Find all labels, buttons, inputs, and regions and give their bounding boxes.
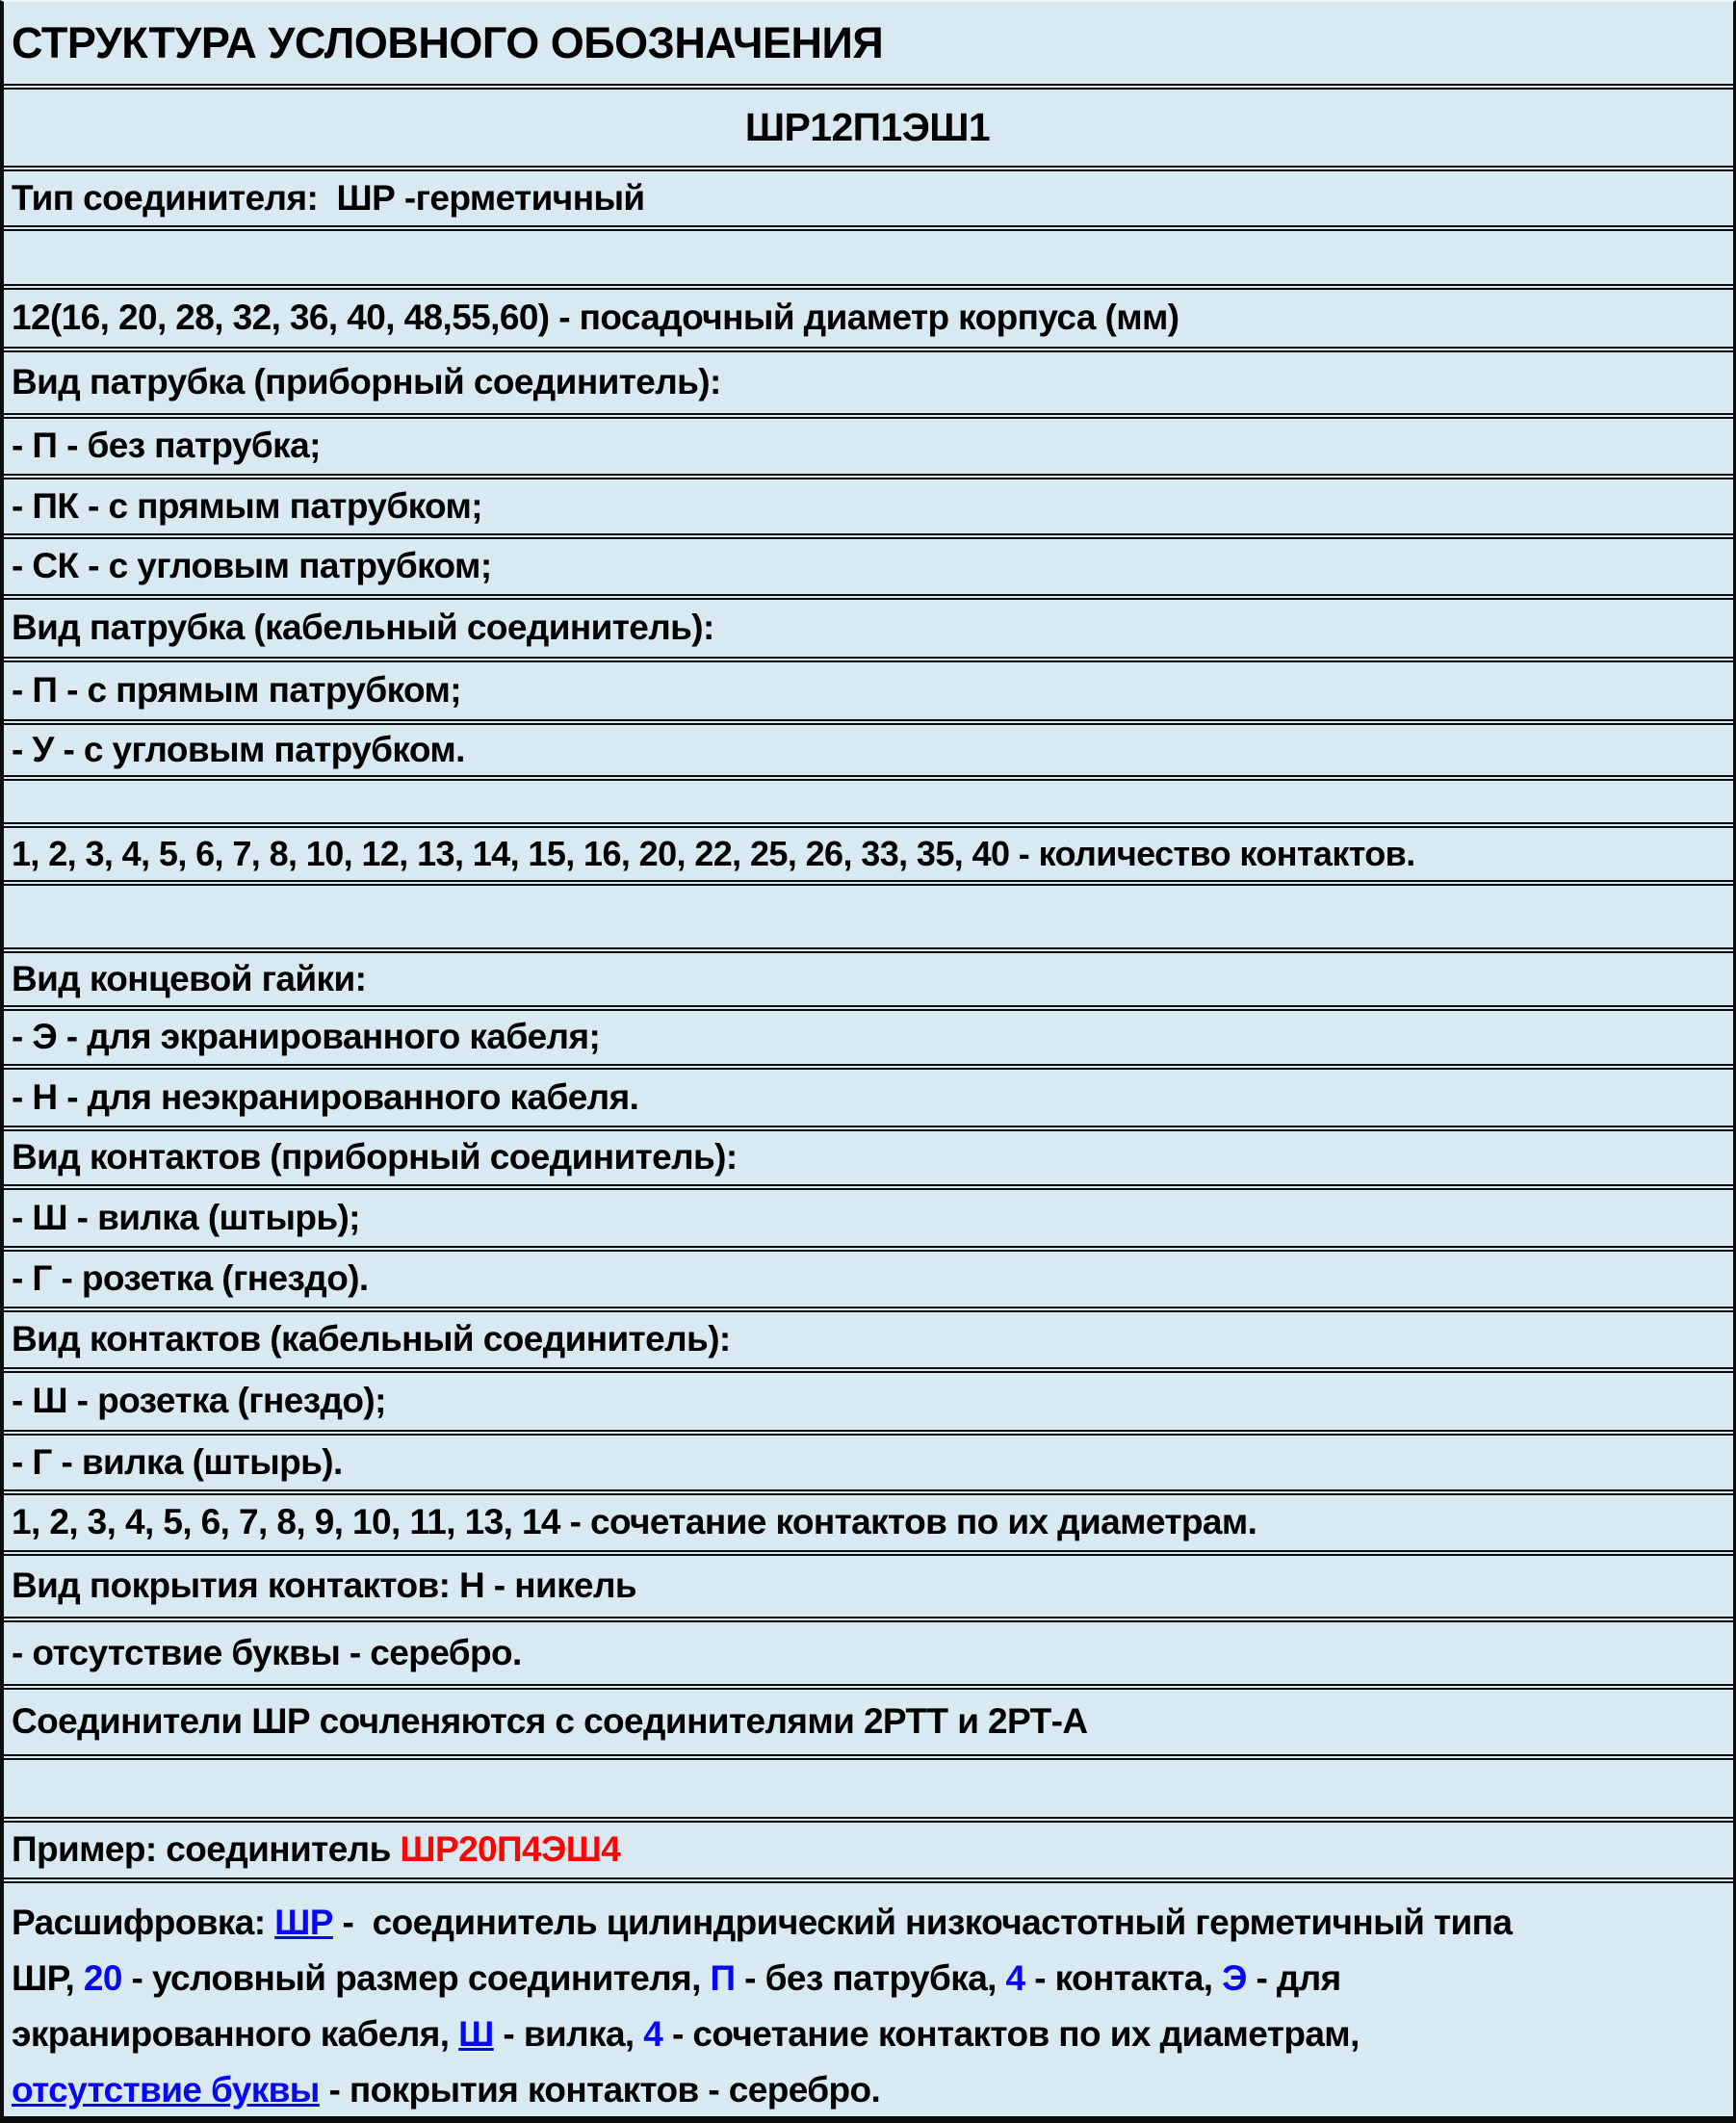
contacts-cable-sh-text: - Ш - розетка (гнездо); (12, 1381, 386, 1421)
mating-info-text: Соединители ШР сочленяются с соединителями 2РТТ и 2РТ-А (12, 1701, 1088, 1742)
pipe-cable-header-text: Вид патрубка (кабельный соединитель): (12, 608, 714, 648)
row-pipe-cable-u (4, 719, 1733, 775)
row-contacts-cable-g (4, 1430, 1733, 1489)
text-segment: ШР, (12, 1958, 84, 1998)
row-pipe-p (4, 413, 1733, 474)
pipe-p-text: - П - без патрубка; (12, 426, 321, 466)
row-body-diameter (4, 284, 1733, 347)
pipe-device-header-text: Вид патрубка (приборный соединитель): (12, 362, 721, 402)
designation-code: ШР12П1ЭШ1 (744, 104, 991, 149)
text-segment: П (710, 1958, 736, 1998)
contacts-cable-g-text: - Г - вилка (штырь). (12, 1441, 343, 1482)
row-contact-combination (4, 1489, 1733, 1550)
row-pipe-sk (4, 533, 1733, 594)
pipe-pk-text: - ПК - с прямым патрубком; (12, 485, 483, 526)
example-text (12, 1831, 620, 1869)
row-nut-n (4, 1064, 1733, 1126)
row-contacts-cable-sh (4, 1367, 1733, 1430)
contacts-device-g-text: - Г - розетка (гнездо). (12, 1258, 369, 1299)
row-example (4, 1817, 1733, 1877)
text-segment: ШР20П4ЭШ4 (400, 1829, 621, 1870)
text-segment: Пример: соединитель (12, 1829, 401, 1870)
row-pipe-cable-header (4, 594, 1733, 657)
text-segment: 4 (643, 2014, 663, 2054)
contact-combination-text: 1, 2, 3, 4, 5, 6, 7, 8, 9, 10, 11, 13, 14 - сочетание контактов по их диаметрам. (12, 1502, 1257, 1542)
contacts-cable-header-text: Вид контактов (кабельный соединитель): (12, 1319, 731, 1359)
text-segment: Ш (458, 2014, 494, 2054)
text-segment: - условный размер соединителя, (121, 1958, 711, 1998)
text-segment: 20 (83, 1958, 122, 1998)
pipe-cable-u-text: - У - с угловым патрубком. (12, 729, 465, 769)
pipe-sk-text: - СК - с угловым патрубком; (12, 546, 492, 586)
row-empty-1 (4, 225, 1733, 284)
row-contacts-cable-header (4, 1307, 1733, 1367)
decoding-text (12, 1895, 1512, 2118)
nut-n-text: - Н - для неэкранированного кабеля. (12, 1076, 639, 1117)
row-contact-count (4, 822, 1733, 880)
text-segment: Э (1222, 1958, 1247, 1998)
row-plating-silver (4, 1617, 1733, 1684)
row-empty-2 (4, 775, 1733, 822)
text-segment: - контакта, (1024, 1958, 1223, 1998)
nut-e-text: - Э - для экранированного кабеля; (12, 1017, 601, 1057)
row-empty-3 (4, 880, 1733, 947)
text-segment: Расшифровка: (12, 1903, 275, 1942)
end-nut-header-text: Вид концевой гайки: (12, 958, 367, 998)
row-decoding (4, 1877, 1733, 2116)
contacts-device-sh-text: - Ш - вилка (штырь); (12, 1197, 360, 1237)
text-segment: экранированного кабеля, (12, 2014, 459, 2054)
page-title: СТРУКТУРА УСЛОВНОГО ОБОЗНАЧЕНИЯ (12, 17, 884, 67)
contact-count-text: 1, 2, 3, 4, 5, 6, 7, 8, 10, 12, 13, 14, 15, 16, 20, 22, 25, 26, 33, 35, 40 - количество контактов. (12, 834, 1415, 874)
plating-nickel-text: Вид покрытия контактов: Н - никель (12, 1566, 637, 1606)
row-designation-code (4, 84, 1733, 166)
row-plating-nickel (4, 1550, 1733, 1617)
row-contacts-device-sh (4, 1184, 1733, 1246)
row-pipe-cable-p (4, 657, 1733, 719)
body-diameter-text: 12(16, 20, 28, 32, 36, 40, 48,55,60) - посадочный диаметр корпуса (мм) (12, 298, 1179, 338)
row-empty-4 (4, 1754, 1733, 1817)
text-segment: - покрытия контактов - серебро. (319, 2070, 881, 2110)
contacts-device-header-text: Вид контактов (приборный соединитель): (12, 1137, 738, 1178)
row-end-nut-header (4, 947, 1733, 1005)
text-segment: 4 (1005, 1958, 1025, 1998)
text-segment: - без патрубка, (735, 1958, 1006, 1998)
pipe-cable-p-text: - П - с прямым патрубком; (12, 670, 462, 711)
text-segment: - вилка, (493, 2014, 644, 2054)
plating-silver-text: - отсутствие буквы - серебро. (12, 1632, 522, 1672)
text-segment: отсутствие буквы (12, 2070, 320, 2110)
row-pipe-device-header (4, 347, 1733, 413)
row-connector-type (4, 166, 1733, 225)
text-segment: - для (1246, 1958, 1341, 1998)
row-title (4, 2, 1733, 84)
row-nut-e (4, 1005, 1733, 1064)
row-contacts-device-header (4, 1126, 1733, 1184)
row-contacts-device-g (4, 1246, 1733, 1307)
text-segment: - соединитель цилиндрический низкочастотный герметичный типа (332, 1903, 1513, 1942)
row-mating-info (4, 1684, 1733, 1754)
connector-type-text: Тип соединителя: ШР -герметичный (12, 177, 645, 218)
text-segment: - сочетание контактов по их диаметрам, (662, 2014, 1360, 2054)
text-segment: ШР (274, 1903, 333, 1942)
row-pipe-pk (4, 474, 1733, 533)
